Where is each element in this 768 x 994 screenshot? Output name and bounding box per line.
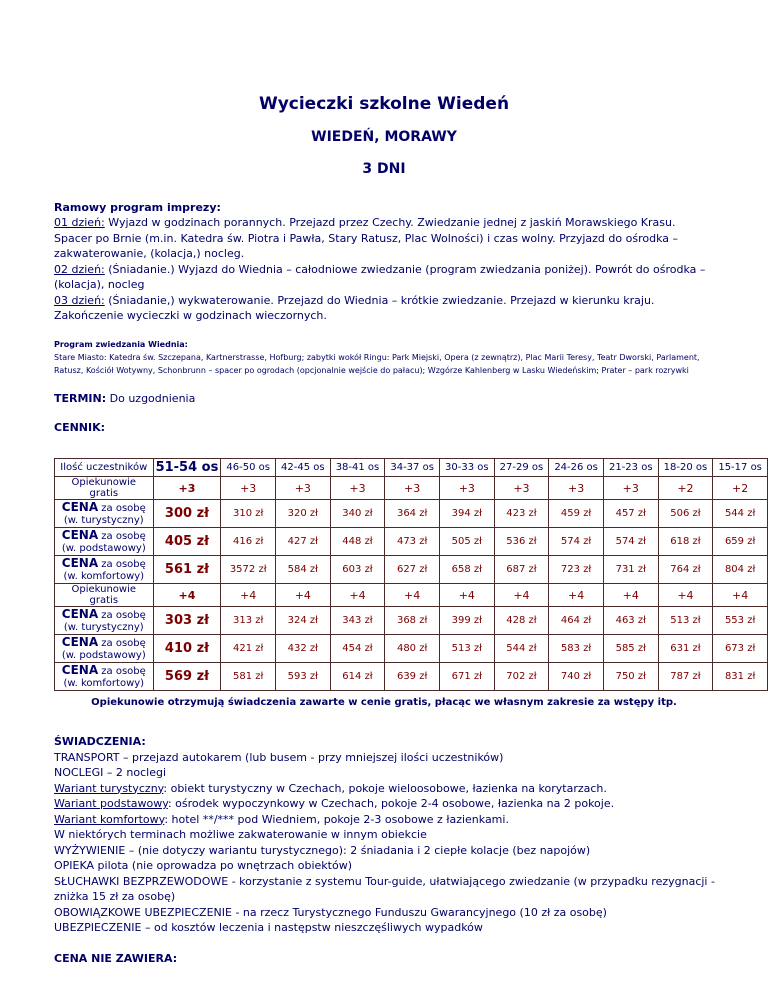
group-size-header: 27-29 os: [494, 459, 549, 477]
day-2-text: (Śniadanie.) Wyjazd do Wiednia – całodniowe zwiedzanie (program zwiedzania poniżej). Powrót do ośrodka – (kolacja), nocleg: [54, 262, 706, 291]
price-suffix: za osobę: [98, 609, 146, 621]
price-value: 410 zł: [153, 635, 221, 663]
group-size-header: 38-41 os: [330, 459, 385, 477]
variant-name: (w. komfortowy): [63, 677, 145, 689]
price-value: 513 zł: [658, 607, 713, 635]
price-value: 804 zł: [713, 556, 768, 584]
price-word: CENA: [61, 527, 99, 542]
price-value: 671 zł: [439, 663, 494, 691]
variant-basic-text: : ośrodek wypoczynkowy w Czechach, pokoje 2-4 osobowe, łazienka na 2 pokoje.: [167, 797, 615, 810]
variant-tourist-text: : obiekt turystyczny w Czechach, pokoje wieloosobowe, łazienka na korytarzach.: [163, 781, 607, 795]
price-word: CENA: [61, 555, 99, 570]
price-value: 463 zł: [603, 607, 658, 635]
price-value: 658 zł: [439, 556, 494, 584]
price-value: 603 zł: [330, 556, 385, 584]
price-value: 324 zł: [276, 607, 331, 635]
services-variant-comfort: [54, 812, 734, 828]
services-insurance: UBEZPIECZENIE – od kosztów leczenia i następstw nieszczęśliwych wypadków: [54, 921, 483, 934]
price-value: 544 zł: [713, 500, 768, 528]
guardians-count: +3: [385, 477, 440, 500]
price-row-label: [55, 663, 154, 691]
price-value: 513 zł: [439, 635, 494, 663]
day-1-text: Wyjazd w godzinach porannych. Przejazd przez Czechy. Zwiedzanie jednej z jaskiń Morawskiego Krasu. Spacer po Brnie (m.in. Katedra św. Piotra i Pawła, Stary Ratusz, Plac Wolności) i czas wolny. Przyjazd do ośrodka – zakwaterowanie, (kolacja,) nocleg.: [54, 216, 678, 260]
services-guide: OPIEKA pilota (nie oprowadza po wnętrzach obiektów): [54, 859, 352, 872]
price-value: 427 zł: [276, 528, 331, 556]
services-variant-basic: [54, 796, 734, 812]
price-value: 740 zł: [549, 663, 604, 691]
group-size-header: 21-23 os: [603, 459, 658, 477]
price-row-label: [55, 607, 154, 635]
group-size-header: 15-17 os: [713, 459, 768, 477]
price-value: 831 zł: [713, 663, 768, 691]
price-value: 313 zł: [221, 607, 276, 635]
price-value: 303 zł: [153, 607, 221, 635]
table-row: [55, 556, 768, 584]
price-value: 394 zł: [439, 500, 494, 528]
guardians-note: Opiekunowie otrzymują świadczenia zawarte w cenie gratis, płacąc we własnym zakresie za wstępy itp.: [91, 697, 677, 708]
variant-basic-label: Wariant podstawowy: [54, 797, 168, 810]
price-value: 593 zł: [276, 663, 331, 691]
group-size-header: 46-50 os: [221, 459, 276, 477]
price-value: 416 zł: [221, 528, 276, 556]
price-word: CENA: [61, 499, 99, 514]
price-value: 536 zł: [494, 528, 549, 556]
price-suffix: za osobę: [98, 637, 146, 649]
table-row: [55, 607, 768, 635]
day-3-label: 03 dzień:: [54, 293, 105, 307]
price-value: 569 zł: [153, 663, 221, 691]
price-value: 627 zł: [385, 556, 440, 584]
table-row: [55, 635, 768, 663]
price-value: 3572 zł: [221, 556, 276, 584]
program-section: [54, 200, 714, 324]
services-headphones-2: zniżka 15 zł za osobę): [54, 890, 176, 903]
price-value: 585 zł: [603, 635, 658, 663]
services-mandatory-insurance: OBOWIĄZKOWE UBEZPIECZENIE - na rzecz Turystycznego Funduszu Gwarancyjnego (10 zł za osobę): [54, 905, 607, 919]
cennik-label: CENNIK:: [54, 421, 106, 434]
guardians-count: +4: [276, 584, 331, 607]
price-row-label: [55, 500, 154, 528]
price-value: 473 zł: [385, 528, 440, 556]
guardians-count: +4: [713, 584, 768, 607]
guardians-count: +4: [221, 584, 276, 607]
program-day-1: [54, 215, 714, 262]
guardians-count: +3: [153, 477, 221, 500]
services-variant-tourist: [54, 781, 734, 797]
price-value: 480 zł: [385, 635, 440, 663]
services-headphones-1: SŁUCHAWKI BEZPRZEWODOWE - korzystanie z systemu Tour-guide, ułatwiającego zwiedzanie (w przypadku rezygnacji -: [54, 874, 715, 888]
day-1-label: 01 dzień:: [54, 216, 105, 229]
variant-name: (w. turystyczny): [63, 621, 144, 633]
services-transport: TRANSPORT – przejazd autokarem (lub busem - przy mniejszej ilości uczestników): [54, 750, 504, 764]
program-day-2: [54, 262, 714, 293]
price-value: 673 zł: [713, 635, 768, 663]
variant-name: (w. komfortowy): [63, 570, 145, 582]
price-value: 731 zł: [603, 556, 658, 584]
price-suffix: za osobę: [98, 502, 146, 514]
price-value: 300 zł: [153, 500, 221, 528]
table-row: [55, 663, 768, 691]
services-meals: WYŻYWIENIE – (nie dotyczy wariantu turystycznego): 2 śniadania i 2 ciepłe kolacje (bez napojów): [54, 843, 591, 857]
group-size-header: 51-54 os: [153, 459, 221, 477]
guardians-count: +3: [549, 477, 604, 500]
table-row: [55, 477, 768, 500]
price-value: 399 zł: [439, 607, 494, 635]
price-value: 505 zł: [439, 528, 494, 556]
price-row-label: [55, 635, 154, 663]
price-value: 553 zł: [713, 607, 768, 635]
variant-comfort-text: : hotel **/*** pod Wiedniem, pokoje 2-3 osobowe z łazienkami.: [164, 812, 509, 826]
price-value: 364 zł: [385, 500, 440, 528]
guardians-count: +2: [658, 477, 713, 500]
services-heading: ŚWIADCZENIA:: [54, 735, 146, 748]
price-value: 723 zł: [549, 556, 604, 584]
price-value: 614 zł: [330, 663, 385, 691]
price-value: 581 zł: [221, 663, 276, 691]
price-value: 343 zł: [330, 607, 385, 635]
guardians-count: +3: [330, 477, 385, 500]
price-table: [54, 458, 768, 691]
price-value: 639 zł: [385, 663, 440, 691]
variant-comfort-label: Wariant komfortowy: [54, 812, 165, 826]
price-word: CENA: [61, 634, 99, 649]
price-value: 454 zł: [330, 635, 385, 663]
subtitle-duration: 3 DNI: [362, 161, 406, 177]
price-value: 464 zł: [549, 607, 604, 635]
price-value: 787 zł: [658, 663, 713, 691]
price-word: CENA: [61, 662, 99, 677]
guardians-count: +4: [330, 584, 385, 607]
group-size-header: 18-20 os: [658, 459, 713, 477]
day-2-label: 02 dzień:: [54, 262, 105, 276]
price-value: 506 zł: [658, 500, 713, 528]
guardians-count: +4: [439, 584, 494, 607]
subtitle-destination: WIEDEŃ, MORAWY: [311, 129, 457, 145]
guardians-count: +2: [713, 477, 768, 500]
group-size-header: 24-26 os: [549, 459, 604, 477]
services-other-lodging: W niektórych terminach możliwe zakwaterowanie w innym obiekcie: [54, 828, 427, 841]
guardians-count: +3: [439, 477, 494, 500]
price-value: 459 zł: [549, 500, 604, 528]
guardians-label: Opiekunowie gratis: [55, 584, 154, 607]
guardians-count: +3: [221, 477, 276, 500]
price-value: 457 zł: [603, 500, 658, 528]
vienna-heading: Program zwiedzania Wiednia:: [54, 339, 188, 349]
page-title: Wycieczki szkolne Wiedeń: [258, 94, 510, 114]
price-value: 584 zł: [276, 556, 331, 584]
group-size-header: 30-33 os: [439, 459, 494, 477]
termin-value: Do uzgodnienia: [106, 391, 196, 405]
price-value: 764 zł: [658, 556, 713, 584]
termin-label: TERMIN:: [54, 391, 107, 405]
vienna-section: [54, 338, 714, 377]
price-value: 574 zł: [549, 528, 604, 556]
guardians-count: +4: [549, 584, 604, 607]
price-value: 544 zł: [494, 635, 549, 663]
termin: [54, 391, 714, 407]
group-size-header: 42-45 os: [276, 459, 331, 477]
variant-name: (w. podstawowy): [61, 649, 146, 661]
price-value: 448 zł: [330, 528, 385, 556]
variant-tourist-label: Wariant turystyczny: [54, 781, 164, 795]
services-section: [54, 734, 734, 966]
price-value: 561 zł: [153, 556, 221, 584]
guardians-count: +3: [603, 477, 658, 500]
variant-name: (w. podstawowy): [61, 542, 146, 554]
table-row: [55, 500, 768, 528]
program-heading: Ramowy program imprezy:: [54, 201, 221, 214]
services-noclegi: NOCLEGI – 2 noclegi: [54, 766, 167, 779]
price-value: 405 zł: [153, 528, 221, 556]
price-excludes-heading: CENA NIE ZAWIERA:: [54, 951, 178, 965]
price-value: 340 zł: [330, 500, 385, 528]
guardians-count: +4: [153, 584, 221, 607]
guardians-count: +4: [603, 584, 658, 607]
price-value: 428 zł: [494, 607, 549, 635]
price-word: CENA: [61, 606, 99, 621]
group-size-header: 34-37 os: [385, 459, 440, 477]
guardians-count: +3: [494, 477, 549, 500]
price-value: 702 zł: [494, 663, 549, 691]
price-row-label: [55, 528, 154, 556]
price-value: 618 zł: [658, 528, 713, 556]
table-row: [55, 528, 768, 556]
table-row: [55, 584, 768, 607]
day-3-text: (Śniadanie,) wykwaterowanie. Przejazd do Wiednia – krótkie zwiedzanie. Przejazd w kierunku kraju. Zakończenie wycieczki w godzinach wieczornych.: [54, 293, 655, 322]
guardians-count: +4: [494, 584, 549, 607]
guardians-count: +4: [385, 584, 440, 607]
vienna-text: Stare Miasto: Katedra św. Szczepana, Kartnerstrasse, Hofburg; zabytki wokół Ringu: Park Miejski, Opera (z zewnątrz), Plac Marii Teresy, Teatr Dworski, Parlament, Ratusz, Kościół Wotywny, Schonbrunn – spacer po ogrodach (opcjonalnie wejście do pałacu); Wzgórze Kahlenberg w Lasku Wiedeńskim; Prater – park rozrywki: [54, 352, 700, 375]
price-suffix: za osobę: [98, 558, 146, 570]
price-suffix: za osobę: [98, 530, 146, 542]
price-value: 423 zł: [494, 500, 549, 528]
price-value: 574 zł: [603, 528, 658, 556]
guardians-count: +4: [658, 584, 713, 607]
price-value: 320 zł: [276, 500, 331, 528]
price-suffix: za osobę: [98, 665, 146, 677]
price-value: 310 zł: [221, 500, 276, 528]
price-value: 750 zł: [603, 663, 658, 691]
price-value: 368 zł: [385, 607, 440, 635]
guardians-count: +3: [276, 477, 331, 500]
price-value: 687 zł: [494, 556, 549, 584]
price-row-label: [55, 556, 154, 584]
price-value: 659 zł: [713, 528, 768, 556]
price-value: 583 zł: [549, 635, 604, 663]
price-value: 421 zł: [221, 635, 276, 663]
price-value: 631 zł: [658, 635, 713, 663]
program-day-3: [54, 293, 714, 324]
price-value: 432 zł: [276, 635, 331, 663]
guardians-label: Opiekunowie gratis: [55, 477, 154, 500]
variant-name: (w. turystyczny): [63, 514, 144, 526]
table-row: [55, 459, 768, 477]
participants-label: Ilość uczestników: [55, 459, 154, 477]
